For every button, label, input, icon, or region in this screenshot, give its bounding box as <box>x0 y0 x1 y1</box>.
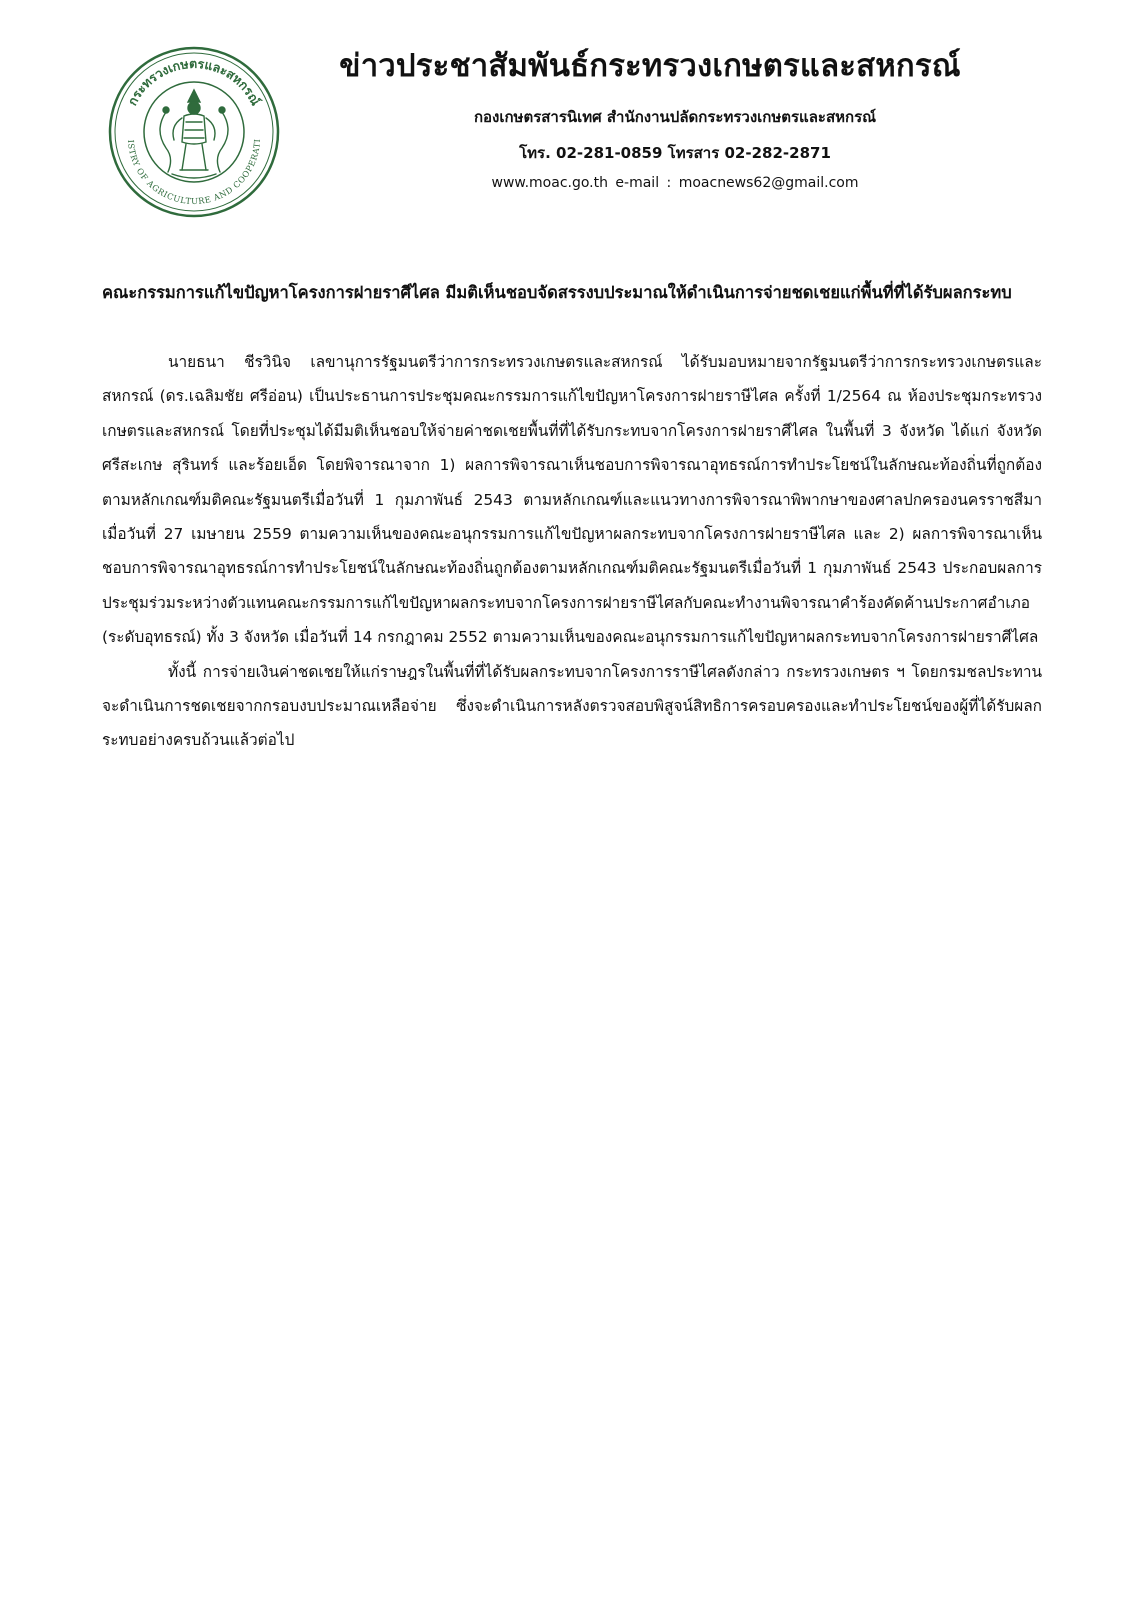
web-email-line: www.moac.go.th e-mail : moacnews62@gmail.com <box>491 175 859 191</box>
org-title: ข่าวประชาสัมพันธ์กระทรวงเกษตรและสหกรณ์ <box>339 48 961 84</box>
ministry-seal-logo <box>108 46 280 218</box>
news-headline: คณะกรรมการแก้ไขปัญหาโครงการฝายราศีไศล มีมติเห็นชอบจัดสรรงบประมาณให้ดำเนินการจ่ายชดเชยแก่พื้นที่ที่ได้รับผลกระทบ <box>102 283 1012 302</box>
body-paragraph: ทั้งนี้ การจ่ายเงินค่าชดเชยให้แก่ราษฎรในพื้นที่ที่ได้รับผลกระทบจากโครงการราษีไศลดังกล่าว กระทรวงเกษตร ฯ โดยกรมชลประทาน จะดำเนินการชดเชยจากกรอบงบประมาณเหลือจ่าย ซึ่งจะดำเนินการหลังตรวจสอบพิสูจน์สิทธิการครอบครองและทำประโยชน์ของผู้ที่ได้รับผลกระทบอย่างครบถ้วนแล้วต่อไป <box>102 662 1042 750</box>
division-line: กองเกษตรสารนิเทศ สำนักงานปลัดกระทรวงเกษตรและสหกรณ์ <box>473 108 877 126</box>
svg-text:กระทรวงเกษตรและสหกรณ์: กระทรวงเกษตรและสหกรณ์ <box>124 55 264 108</box>
news-body <box>102 345 1042 758</box>
svg-text:MINISTRY OF AGRICULTURE AND CO: ISTRY OF AGRICULTURE AND COOPERATI <box>126 138 263 207</box>
phone-fax-line: โทร. 02-281-0859 โทรสาร 02-282-2871 <box>519 144 831 162</box>
body-paragraph: นายธนา ชีรวินิจ เลขานุการรัฐมนตรีว่าการกระทรวงเกษตรและสหกรณ์ ได้รับมอบหมายจากรัฐมนตรีว่าการกระทรวงเกษตรและสหกรณ์ (ดร.เฉลิมชัย ศรีอ่อน) เป็นประธานการประชุมคณะกรรมการแก้ไขปัญหาโครงการฝายราษีไศล ครั้งที่ 1/2564 ณ ห้องประชุมกระทรวงเกษตรและสหกรณ์ โดยที่ประชุมได้มีมติเห็นชอบให้จ่ายค่าชดเชยพื้นที่ที่ได้รับกระทบจากโครงการฝายราศีไศล ในพื้นที่ 3 จังหวัด ได้แก่ จังหวัดศรีสะเกษ สุรินทร์ และร้อยเอ็ด โดยพิจารณาจาก 1) ผลการพิจารณาเห็นชอบการพิจารณาอุทธรณ์การทำประโยชน์ในลักษณะท้องถิ่นที่ถูกต้องตามหลักเกณฑ์มติคณะรัฐมนตรีเมื่อวันที่ 1 กุมภาพันธ์ 2543 ตามหลักเกณฑ์และแนวทางการพิจารณาพิพากษาของศาลปกครองนครราชสีมา เมื่อวันที่ 27 เมษายน 2559 ตามความเห็นของคณะอนุกรรมการแก้ไขปัญหาผลกระทบจากโครงการฝายราษีไศล และ 2) ผลการพิจารณาเห็นชอบการพิจารณาอุทธรณ์การทำประโยชน์ในลักษณะท้องถิ่นถูกต้องตามหลักเกณฑ์มติคณะรัฐมนตรีเมื่อวันที่ 1 กุมภาพันธ์ 2543 ประกอบผลการประชุมร่วมระหว่างตัวแทนคณะกรรมการแก้ไขปัญหาผลกระทบจากโครงการฝายราษีไศลกับคณะทำงานพิจารณาคำร้องคัดค้านประกาศอำเภอ (ระดับอุทธรณ์) ทั้ง 3 จังหวัด เมื่อวันที่ 14 กรกฎาคม 2552 ตามความเห็นของคณะอนุกรรมการแก้ไขปัญหาผลกระทบจากโครงการฝายราศีไศล <box>102 353 1042 647</box>
